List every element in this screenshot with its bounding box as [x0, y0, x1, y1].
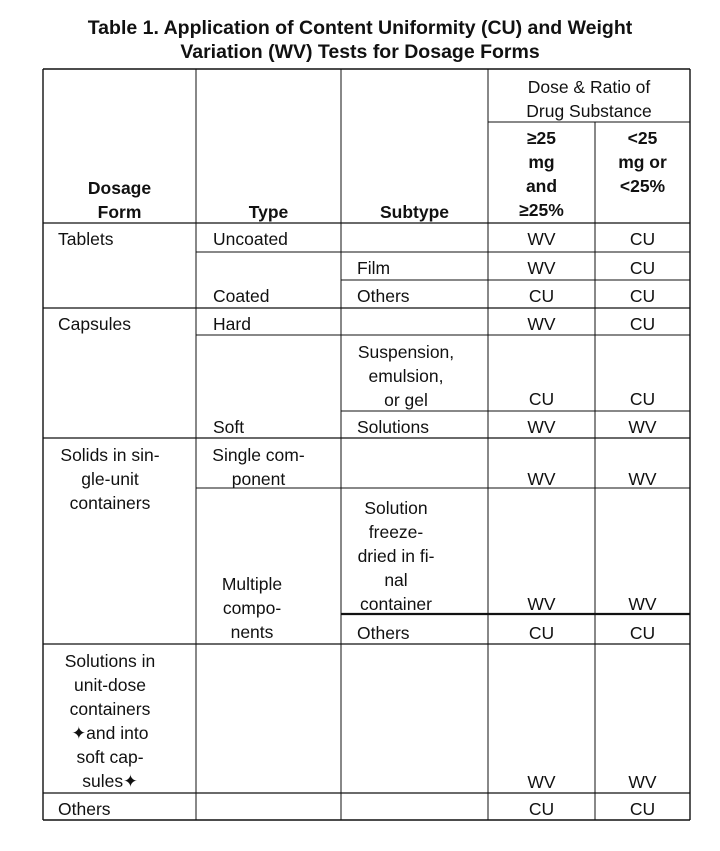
type-single-component-line-2: ponent: [231, 469, 286, 489]
lt-suspension: CU: [629, 389, 656, 409]
lt-hard: CU: [629, 314, 656, 334]
subtype-suspension-line-1: Suspension,: [357, 342, 455, 362]
ge-single-component: WV: [527, 469, 556, 489]
header-ge25-line-1: ≥25: [526, 128, 557, 148]
header-dosage-form-line-2: Form: [97, 202, 142, 222]
header-ge25-line-2: mg: [528, 152, 555, 172]
header-ge25-line-4: ≥25%: [519, 200, 564, 220]
form-solids-line-3: containers: [69, 493, 151, 513]
type-multiple-components-line-3: nents: [230, 622, 274, 642]
header-lt25-line-3: <25%: [619, 176, 666, 196]
form-solutions-line-5: soft cap-: [76, 747, 144, 767]
form-others: Others: [58, 799, 111, 819]
lt-uncoated: CU: [629, 229, 656, 249]
form-solids-line-1: Solids in sin-: [60, 445, 160, 465]
type-single-component: [196, 443, 321, 491]
subtype-suspension-line-2: emulsion,: [368, 366, 444, 386]
type-multiple-components-line-1: Multiple: [221, 574, 283, 594]
table-title-line-2: Variation (WV) Tests for Dosage Forms: [180, 41, 540, 63]
ge-solutions-unit-dose: WV: [527, 772, 556, 792]
subtype-freeze-dried-line-3: dried in fi-: [357, 546, 435, 566]
lt-solutions-unit-dose: WV: [628, 772, 657, 792]
form-solids-line-2: gle-unit: [81, 469, 139, 489]
subtype-solutions: Solutions: [357, 417, 429, 437]
table-title-line-1: Table 1. Application of Content Uniformity (CU) and Weight: [87, 17, 633, 39]
ge-tablets-others: CU: [528, 286, 555, 306]
subtype-suspension-line-3: or gel: [384, 390, 428, 410]
ge-hard: WV: [527, 314, 556, 334]
form-solutions-line-3: containers: [69, 699, 151, 719]
lt-solids-others: CU: [629, 623, 656, 643]
type-soft: Soft: [213, 417, 245, 437]
subtype-freeze-dried-line-2: freeze-: [368, 522, 424, 542]
lt-soft-solutions: WV: [628, 417, 657, 437]
lt-tablets-others: CU: [629, 286, 656, 306]
ge-freeze-dried: WV: [527, 594, 556, 614]
subtype-freeze-dried: [341, 496, 451, 616]
header-lt25-line-1: <25: [627, 128, 658, 148]
type-single-component-line-1: Single com-: [212, 445, 305, 465]
subtype-film: Film: [357, 258, 391, 278]
ge-suspension: CU: [528, 389, 555, 409]
lt-single-component: WV: [628, 469, 657, 489]
header-ge25: [488, 126, 595, 222]
subtype-suspension: [341, 340, 471, 412]
form-solutions-line-1: Solutions in: [64, 651, 156, 671]
header-dosage-form-line-1: Dosage: [87, 178, 152, 198]
subtype-freeze-dried-line-4: nal: [384, 570, 408, 590]
header-ge25-line-3: and: [525, 176, 558, 196]
ge-solids-others: CU: [528, 623, 555, 643]
subtype-freeze-dried-line-1: Solution: [364, 498, 428, 518]
form-solutions-line-6: sules✦: [82, 771, 138, 791]
type-hard: Hard: [213, 314, 251, 334]
header-dose-ratio-line-1: Dose & Ratio of: [527, 77, 651, 97]
header-dosage-form: [43, 176, 196, 224]
header-subtype: Subtype: [379, 202, 450, 222]
type-uncoated: Uncoated: [213, 229, 288, 249]
form-solids: [45, 443, 175, 515]
type-multiple-components: [196, 572, 308, 644]
ge-film: WV: [527, 258, 556, 278]
type-coated: Coated: [213, 286, 270, 306]
ge-uncoated: WV: [527, 229, 556, 249]
lt-film: CU: [629, 258, 656, 278]
header-type: Type: [248, 202, 289, 222]
header-lt25-line-2: mg or: [618, 152, 667, 172]
header-lt25: [595, 126, 690, 198]
lt-others: CU: [629, 799, 656, 819]
form-capsules: Capsules: [58, 314, 131, 334]
subtype-tablets-others: Others: [357, 286, 410, 306]
header-dose-ratio: [488, 75, 690, 123]
subtype-solids-others: Others: [357, 623, 410, 643]
form-solutions-line-4: ✦and into: [71, 723, 149, 743]
subtype-freeze-dried-line-5: container: [360, 594, 432, 614]
form-solutions-line-2: unit-dose: [74, 675, 146, 695]
ge-others: CU: [528, 799, 555, 819]
form-solutions-unit-dose: [45, 649, 175, 793]
ge-soft-solutions: WV: [527, 417, 556, 437]
header-dose-ratio-line-2: Drug Substance: [526, 101, 652, 121]
type-multiple-components-line-2: compo-: [222, 598, 282, 618]
form-tablets: Tablets: [58, 229, 114, 249]
lt-freeze-dried: WV: [628, 594, 657, 614]
